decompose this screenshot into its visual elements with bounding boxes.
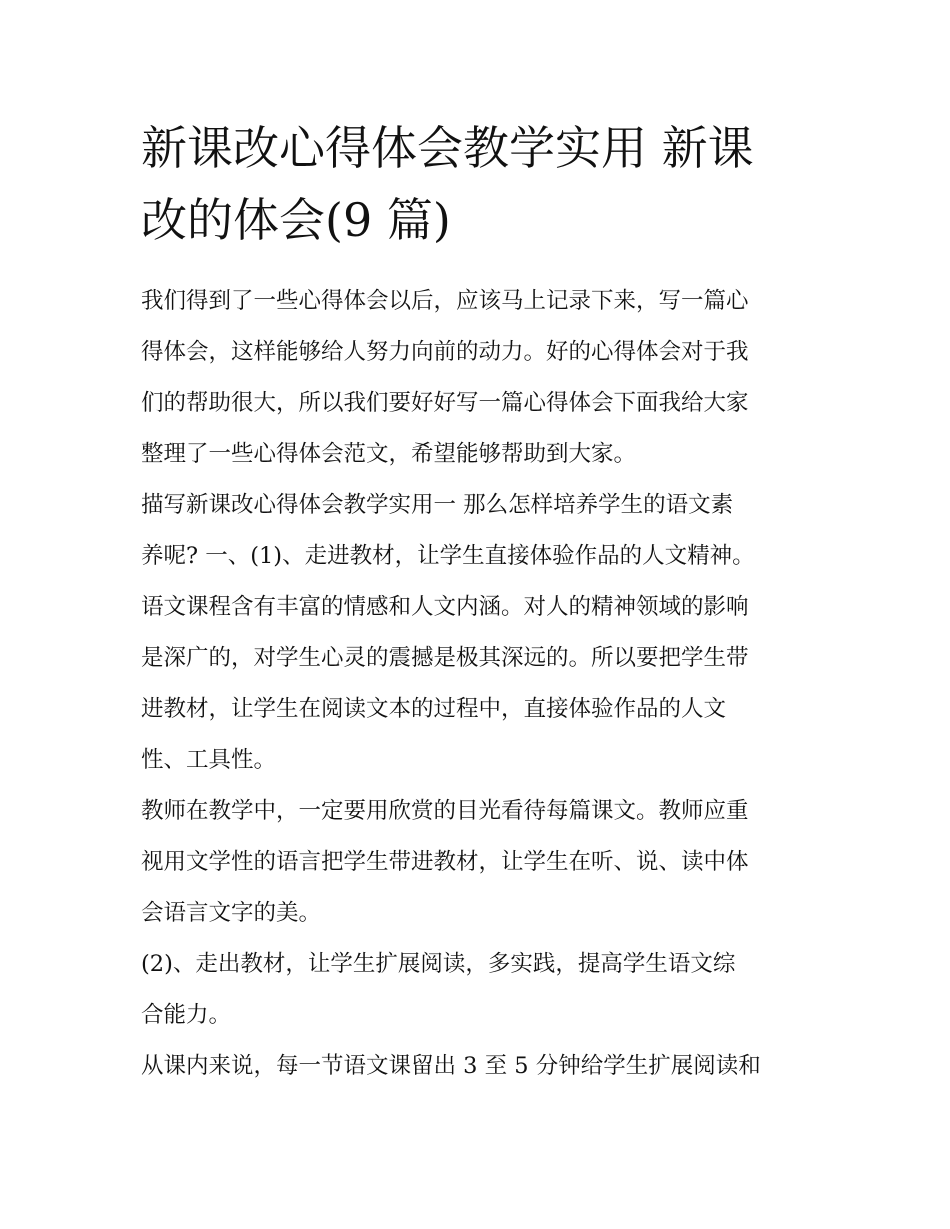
paragraph-teacher [141,786,813,939]
document-title [141,112,813,256]
document-body [141,276,813,1092]
title-line: 改的体会(9 篇) [141,193,451,247]
text-line: 养呢? 一、(1)、走进教材，让学生直接体验作品的人文精神。 [141,543,755,569]
paragraph-section-two [141,939,813,1041]
text-line: 是深广的，对学生心灵的震撼是极其深远的。所以要把学生带 [141,645,749,671]
paragraph-classroom [141,1041,813,1092]
title-line: 新课改心得体会教学实用 新课 [141,121,754,175]
text-line: 从课内来说，每一节语文课留出 3 至 5 分钟给学生扩展阅读和 [141,1053,761,1079]
text-line: 们的帮助很大，所以我们要好好写一篇心得体会下面我给大家 [141,390,749,416]
paragraph-intro [141,276,813,480]
text-line: 得体会，这样能够给人努力向前的动力。好的心得体会对于我 [141,339,749,365]
text-line: 会语言文字的美。 [141,900,322,926]
text-line: 整理了一些心得体会范文，希望能够帮助到大家。 [141,441,637,467]
text-line: 语文课程含有丰富的情感和人文内涵。对人的精神领域的影响 [141,594,749,620]
text-line: 进教材，让学生在阅读文本的过程中，直接体验作品的人文 [141,696,727,722]
document-page [141,112,813,1092]
text-line: 性、工具性。 [141,747,277,773]
text-line: 我们得到了一些心得体会以后，应该马上记录下来，写一篇心 [141,288,749,314]
text-line: (2)、走出教材，让学生扩展阅读，多实践，提高学生语文综 [141,951,736,977]
text-line: 视用文学性的语言把学生带进教材，让学生在听、说、读中体 [141,849,749,875]
text-line: 合能力。 [141,1002,232,1028]
text-line: 教师在教学中，一定要用欣赏的目光看待每篇课文。教师应重 [141,798,749,824]
text-line: 描写新课改心得体会教学实用一 那么怎样培养学生的语文素 [141,492,734,518]
paragraph-section-one [141,480,813,786]
